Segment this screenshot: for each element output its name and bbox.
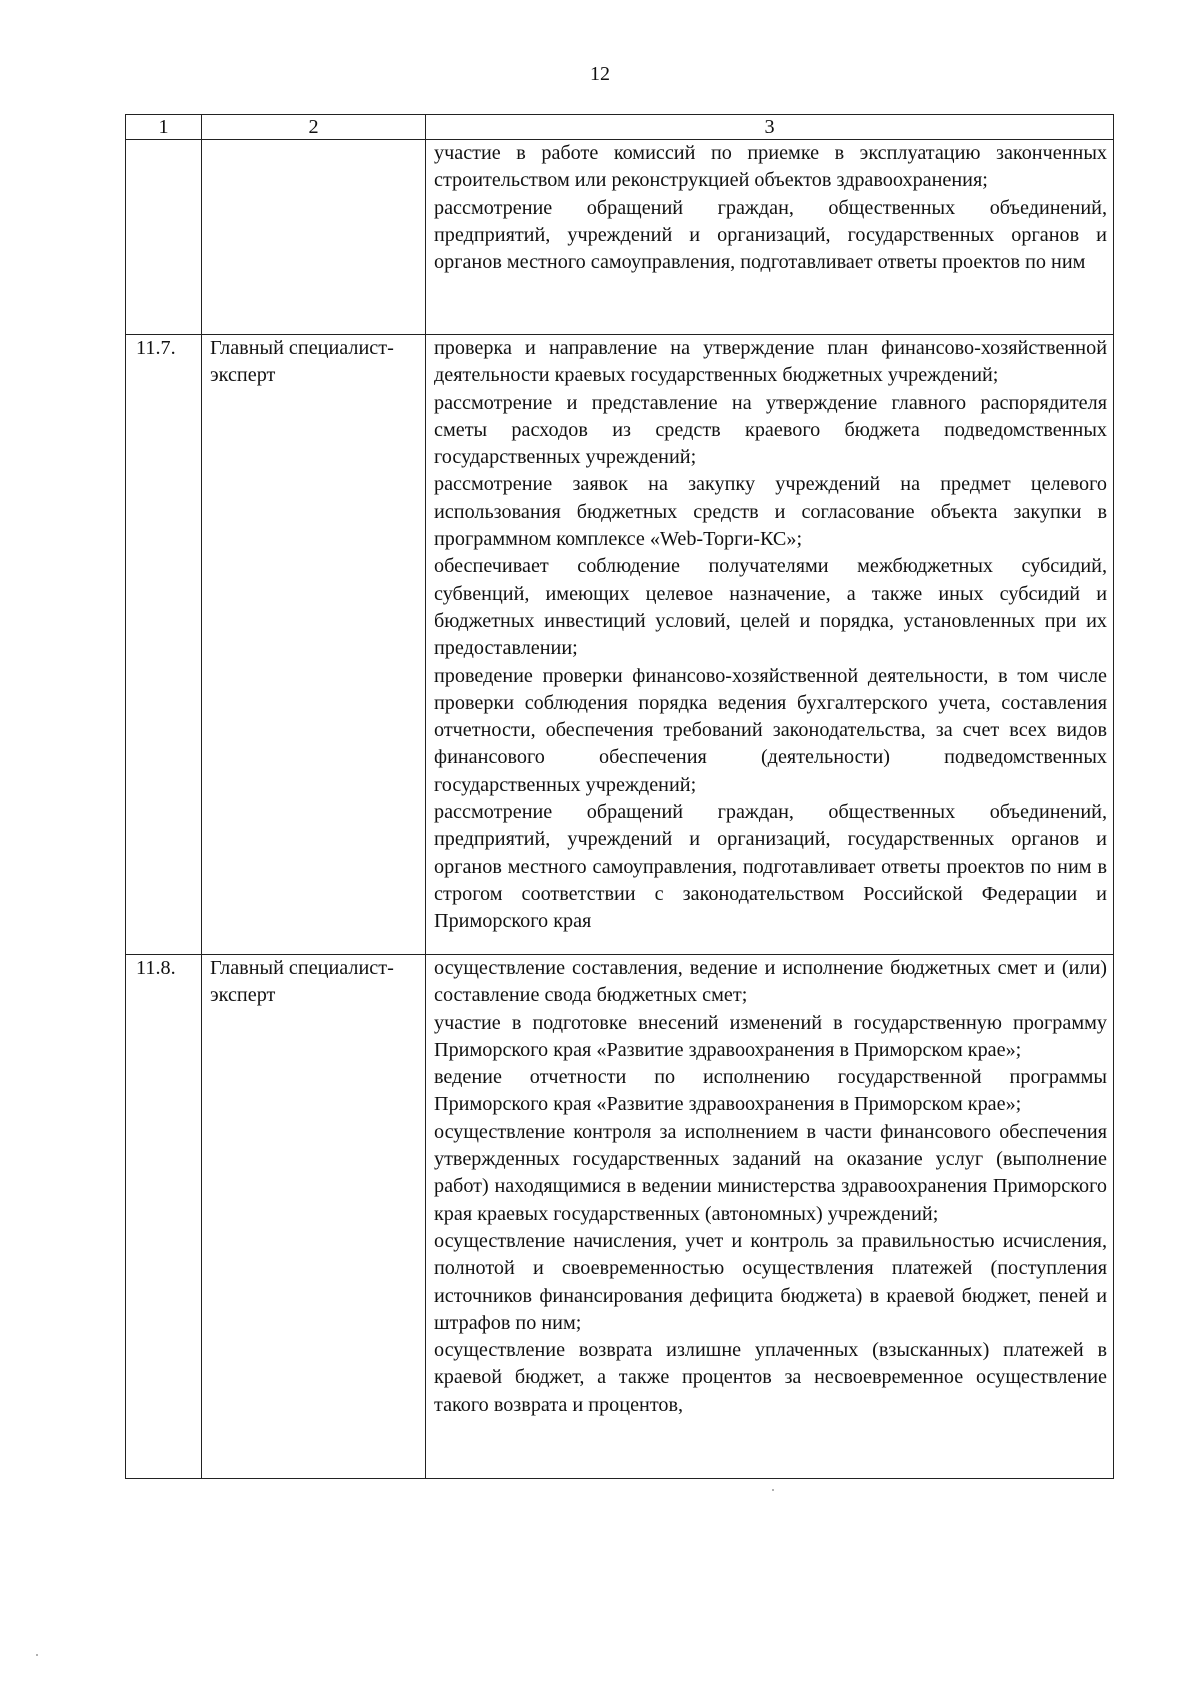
duty-item: рассмотрение обращений граждан, общественных объединений, предприятий, учреждений и организаций, государственных органов и органов местного самоуправления, подготавливает ответы проектов по ним — [434, 196, 1107, 274]
duty-item: обеспечивает соблюдение получателями межбюджетных субсидий, субвенций, имеющих целевое назначение, а также иных субсидий и бюджетных инвестиций условий, целей и порядка, установленных при их предоставлении; — [434, 555, 1107, 660]
duty-item: рассмотрение и представление на утверждение главного распорядителя сметы расходов из средств краевого бюджета подведомственных государственных учреждений; — [434, 391, 1107, 469]
item-number: 11.8. — [126, 955, 202, 1479]
column-header-2: 2 — [202, 115, 426, 140]
duty-item: ведение отчетности по исполнению государственной программы Приморского края «Развитие здравоохранения в Приморском крае»; — [434, 1066, 1107, 1116]
duty-table — [125, 114, 1114, 1479]
column-header-1: 1 — [126, 115, 202, 140]
position-title: Главный специалист-эксперт — [202, 955, 426, 1479]
item-number: 11.7. — [126, 335, 202, 955]
position-title: Главный специалист-эксперт — [202, 335, 426, 955]
duties-cell — [426, 955, 1114, 1479]
duty-item: осуществление начисления, учет и контроль за правильностью исчисления, полнотой и своевременностью осуществления платежей (поступления источников финансирования дефицита бюджета) в краевой бюджет, пеней и штрафов по ним; — [434, 1229, 1107, 1334]
scan-speck — [772, 1489, 774, 1491]
table-row — [126, 335, 1114, 955]
duty-item: участие в подготовке внесений изменений в государственную программу Приморского края «Развитие здравоохранения в Приморском крае»; — [434, 1011, 1107, 1061]
table-body — [126, 140, 1114, 1479]
item-number — [126, 140, 202, 335]
duty-item: осуществление составления, ведение и исполнение бюджетных смет и (или) составление свода бюджетных смет; — [434, 957, 1107, 1007]
column-header-3: 3 — [426, 115, 1114, 140]
duty-item: осуществление контроля за исполнением в части финансового обеспечения утвержденных государственных заданий на оказание услуг (выполнение работ) находящимися в ведении министерства здравоохранения Приморского края краевых государственных (автономных) учреждений; — [434, 1120, 1107, 1225]
duty-item: рассмотрение заявок на закупку учреждений на предмет целевого использования бюджетных средств и согласование объекта закупки в программном комплексе «Web-Торги-КС»; — [434, 473, 1107, 551]
scan-speck — [36, 1654, 38, 1656]
duty-item: рассмотрение обращений граждан, общественных объединений, предприятий, учреждений и организаций, государственных органов и органов местного самоуправления, подготавливает ответы проектов по ним в строгом соответствии с законодательством Российской Федерации и Приморского края — [434, 801, 1107, 933]
duty-item: проведение проверки финансово-хозяйственной деятельности, в том числе проверки соблюдения порядка ведения бухгалтерского учета, составления отчетности, обеспечения требований законодательства, за счет всех видов финансового обеспечения (деятельности) подведомственных государственных учреждений; — [434, 664, 1107, 796]
duty-item: осуществление возврата излишне уплаченных (взысканных) платежей в краевой бюджет, а также процентов за несвоевременное осуществление такого возврата и процентов, — [434, 1339, 1107, 1416]
page-number: 12 — [590, 63, 610, 85]
duty-item: проверка и направление на утверждение план финансово-хозяйственной деятельности краевых государственных бюджетных учреждений; — [434, 337, 1107, 387]
duties-cell — [426, 140, 1114, 335]
duties-cell — [426, 335, 1114, 955]
table-row — [126, 955, 1114, 1479]
duty-item: участие в работе комиссий по приемке в эксплуатацию законченных строительством или реконструкцией объектов здравоохранения; — [434, 142, 1107, 192]
position-title — [202, 140, 426, 335]
table-header-row — [126, 115, 1114, 140]
table-row — [126, 140, 1114, 335]
